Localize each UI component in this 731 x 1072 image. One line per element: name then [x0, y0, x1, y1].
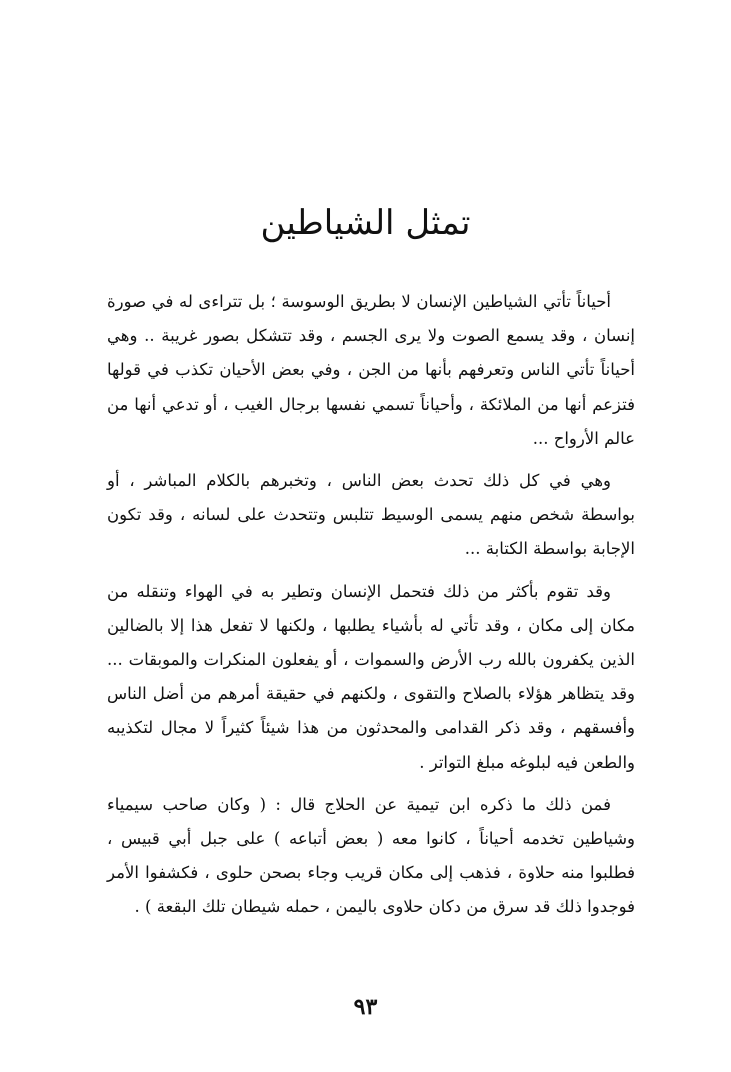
paragraph-4: فمن ذلك ما ذكره ابن تيمية عن الحلاج قال : ( وكان صاحب سيمياء وشياطين تخدمه أحياناً ، كانوا معه ( بعض أتباعه ) على جبل أبي قبيس ، فطلبوا منه حلاوة ، فذهب إلى مكان قريب وجاء بصحن حلوى ، فكشفوا الأمر فوجدوا ذلك قد سرق من دكان حلاوى باليمن ، حمله شيطان تلك البقعة ) . [107, 794, 635, 917]
chapter-body [107, 285, 635, 933]
page-number: ٩٣ [353, 994, 378, 1020]
chapter-title: تمثل الشياطين [260, 203, 471, 243]
paragraph-2: وهي في كل ذلك تحدث بعض الناس ، وتخبرهم بالكلام المباشر ، أو بواسطة شخص منهم يسمى الوسيط تتلبس وتتحدث على لسانه ، وقد تكون الإجابة بواسطة الكتابة ... [107, 471, 635, 559]
paragraph-1: أحياناً تأتي الشياطين الإنسان لا بطريق الوسوسة ؛ بل تتراءى له في صورة إنسان ، وقد يسمع الصوت ولا يرى الجسم ، وقد تتشكل بصور غريبة .. وهي أحياناً تأتي الناس وتعرفهم بأنها من الجن ، وفي بعض الأحيان تكذب في قولها فتزعم أنها من الملائكة ، وأحياناً تسمي نفسها برجال الغيب ، أو تدعي أنها من عالم الأرواح ... [107, 292, 635, 448]
paragraph-3: وقد تقوم بأكثر من ذلك فتحمل الإنسان وتطير به في الهواء وتنقله من مكان إلى مكان ، وقد تأتي له بأشياء يطلبها ، ولكنها لا تفعل هذا إلا بالضالين الذين يكفرون بالله رب الأرض والسموات ، أو يفعلون المنكرات والموبقات ... وقد يتظاهر هؤلاء بالصلاح والتقوى ، ولكنهم في حقيقة أمرهم من أضل الناس وأفسقهم ، وقد ذكر القدامى والمحدثون من هذا شيئاً كثيراً لا مجال لتكذيبه والطعن فيه لبلوغه مبلغ التواتر . [107, 581, 635, 772]
